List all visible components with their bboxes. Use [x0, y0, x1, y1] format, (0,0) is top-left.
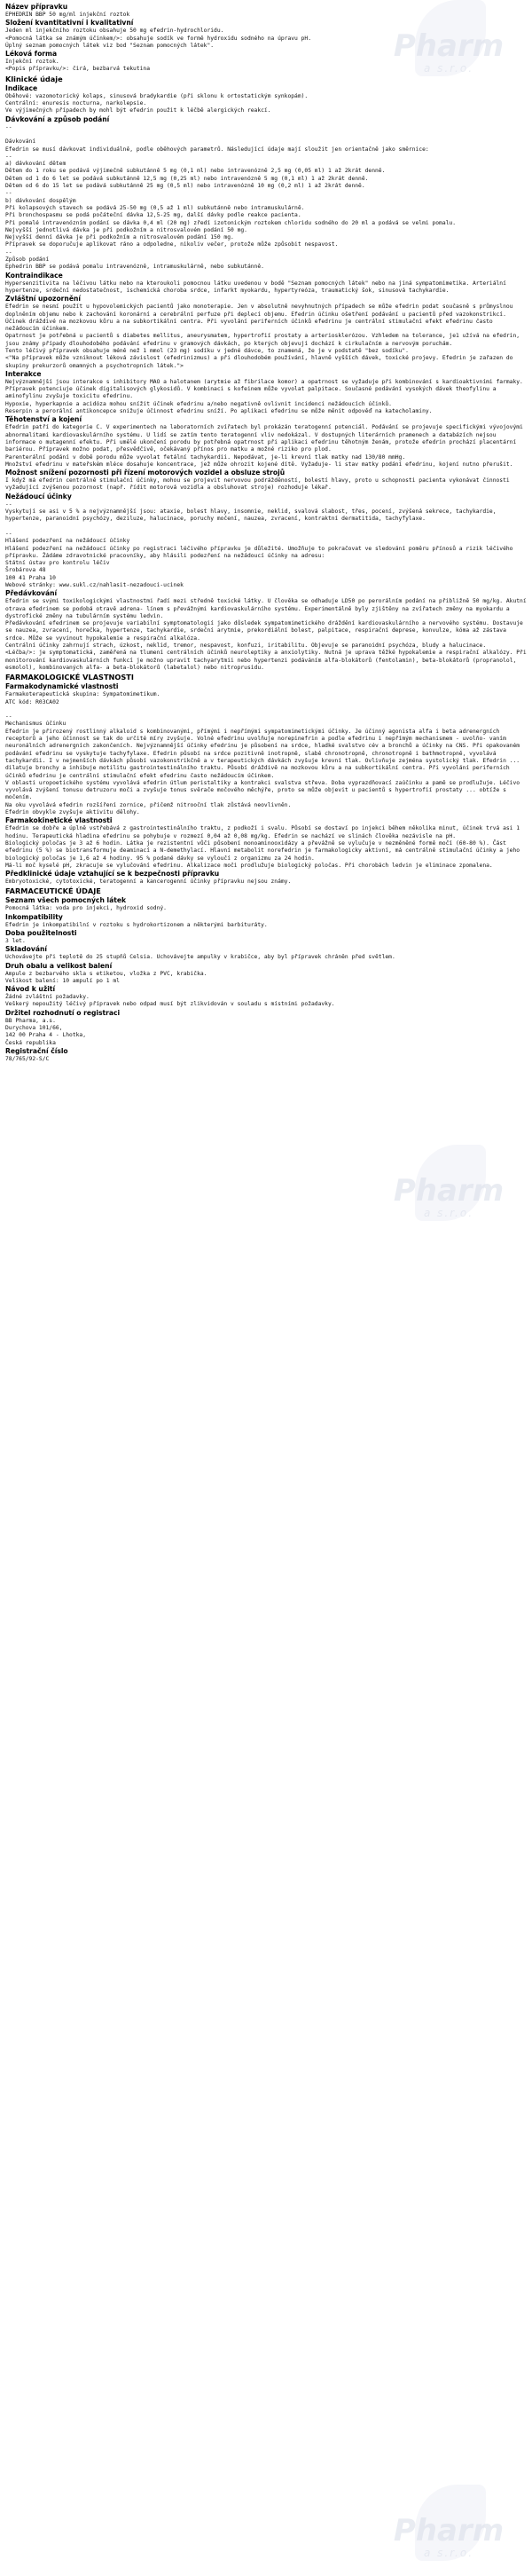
section-text: <"Na přípravek může vzniknout léková závislost (efedrinizmus) a při dlouhodobém používání, hlavně vyšších dávek, toxické projevy. Efedrin je zařazen do skupiny prekurzorů omamných a psychotropních látek."> — [5, 355, 517, 369]
section-heading: Registrační číslo — [5, 1046, 68, 1055]
section-text: Farmakoterapeutická skupina: Sympatomimetikum. — [5, 691, 160, 698]
section-text: Efedrin obvykle zvyšuje aktivitu dělohy. — [5, 809, 140, 816]
section-heading: Farmakokinetické vlastnosti — [5, 816, 113, 825]
section-text: Efedrin je přirozený rostlinný alkaloid s kombinovanými, přímými i nepřímými sympatomimetickými účinky. Je účinný agonista alfa i beta adrenergních receptorů a jeho účinnost se tak do určité míry zvyšuje. Volné efedrinu uvolňuje norepinefrin a podle efedrinu i nepřímým mechanismem - uvolňo- vaním neuronálních adrenergních zakončeních. Nejvýznamnější účinky efedrinu je působení na srdce, hladké svalstvo cév a bronchů a účinky na CNS. Při opakovaném podávání efedrinu se vyskytuje tachyfylaxe. Efedrin působí na srdce pozitivně inotropně, slabě chronotropně, chronotropně i bathmotropně, vyvolává tachykardii. I v nejmenších dávkách působí vazokonstrikčně a v terapeutických dávkách zvyšuje krevní tlak. Ovlivňuje zejména systolický tlak. Efedrin ... dilatuje bronchy a inhibuje motilitu gastrointestinálního traktu. Působí dráždivě na mozkovou kůru a na subkortikální centra. Při vyvolání periferních účinků efedrinu je centrální stimulační efekt efedrinu často nežádoucím účinkem. — [5, 728, 523, 779]
watermark-suffix: a s.r.o. — [423, 2547, 474, 2559]
section-text: Injekční roztok. — [5, 59, 59, 66]
section-text: Na oku vyvolává efedrin rozšíření zornice, přičemž nitrooční tlak zůstává neovlivněn. — [5, 801, 292, 808]
section-text: Nejvyšší jednotlivá dávka je při podkožním a nitrosvalovém podání 50 mg. — [5, 226, 247, 233]
section-text: Reserpin a perorální antikoncepce snižuje účinnost efedrinu sníží. Po aplikaci efedrinu se může měnit odpověď na katecholaminy. — [5, 408, 433, 415]
section-text: Dávkování — [5, 138, 36, 146]
section-text: Při kolapsových stavech se podává 25-50 mg (0,5 až 1 ml) subkutánně nebo intramuskulárně. — [5, 204, 305, 211]
section-text: Úplný seznam pomocných látek viz bod "Seznam pomocných látek". — [5, 42, 215, 49]
section-text: <Pomocná látka se známým účinkem/>: obsahuje sodík ve formě hydroxidu sodného na úpravu pH. — [5, 35, 311, 42]
section-text: Efedrin se dobře a úplně vstřebává z gastrointestinálního traktu, z podkoží i svalu. Působí se dostaví po injekci během několika minut, účinek trvá asi 1 hodinu. Terapeutická hladina efedrinu se pohybuje v rozmezí 0,04 až 0,08 mg/kg. Efedrin se nachází ve slinách člověka nezávisle na pH. — [5, 825, 523, 839]
section — [5, 75, 527, 84]
section-text: Dětem od 6 do 15 let se podává subkutánně 25 mg (0,5 ml) nebo intravenózně 10 mg (0,2 ml) 1 až 2krát denně. — [5, 183, 365, 190]
section — [5, 84, 527, 115]
watermark-leaf-bottom — [415, 2485, 486, 2561]
section-text: -- — [5, 123, 12, 130]
section-text: Ephedrin BBP se podává pomalu intravenózně, intramuskulárně, nebo subkutánně. — [5, 264, 264, 271]
section-text: 78/765/92-S/C — [5, 1055, 50, 1062]
section-text: Pomocná látka: voda pro injekci, hydroxid sodný. — [5, 905, 167, 912]
watermark-suffix: a s.r.o. — [423, 62, 474, 75]
section — [5, 870, 527, 886]
section-heading: Držitel rozhodnutí o registraci — [5, 1008, 121, 1017]
section-heading: Nežádoucí účinky — [5, 492, 72, 500]
section-text: 100 41 Praha 10 — [5, 574, 56, 581]
section-heading: Skladování — [5, 945, 47, 954]
section-heading: Kontraindikace — [5, 271, 63, 280]
section-text: <Léčba/>: je symptomatická, zaměřená na tlumení centrálních účinků neuroleptiky a anxiolytiky. Nutná je upravа těžké hypokalemie a respirační alkalózy. Při monitorování kardiovaskulárních funkcí je možno upravit tachyarytmii nebo hypertenzi podáváním alfa-blokátorů (fentolamin), beta-blokátorů (propranolol, esmolol), kombinovaných alfa- a beta-blokátorů (labetalol) nebo nitroprusidu. — [5, 650, 530, 671]
section-text — [5, 524, 527, 531]
section — [5, 1047, 527, 1063]
section — [5, 913, 527, 929]
section-text — [5, 131, 527, 138]
section-text: Při bronchospasmu se podá počáteční dávka 12,5-25 mg, další dávky podle reakce pacienta. — [5, 212, 301, 219]
section-text: 142 00 Praha 4 - Lhotka, — [5, 1032, 86, 1039]
section-heading: Zvláštní upozornění — [5, 295, 81, 303]
section-text: a) dávkování dětem — [5, 161, 66, 168]
section-heading: Léková forma — [5, 50, 58, 59]
section — [5, 896, 527, 912]
section-text: Šrobárova 48 — [5, 567, 46, 574]
section-heading: Složení kvantitativní i kvalitativní — [5, 19, 134, 28]
section — [5, 589, 530, 672]
section-heading: Druh obalu a velikost balení — [5, 961, 113, 970]
section — [5, 469, 527, 492]
watermark-brand: Pharm — [393, 1173, 505, 1209]
section-text: Jeden ml injekčního roztoku obsahuje 50 mg efedrin-hydrochloridu. — [5, 28, 224, 35]
section-text: -- — [5, 248, 12, 256]
section-heading: Farmakodynamické vlastnosti — [5, 682, 119, 691]
section — [5, 816, 527, 870]
section-text: Webové stránky: www.sukl.cz/nahlasit-nezadouci-ucinek — [5, 582, 184, 588]
section-text: <Popis přípravku/>: čirá, bezbarvá tekutina — [5, 66, 151, 73]
section-heading: Interakce — [5, 369, 42, 378]
section — [5, 272, 527, 295]
section-text: Centrální účinky zahrnují strach, úzkost, neklid, tremor, nespavost, konfuzi, iritabilitu. Objevuje se paranoidní psychóza, bludy a halucinace. — [5, 642, 487, 650]
section-text: Opatrnost je potřebná u pacientů s diabetes mellitus, aneurysmatem, hypertrofií prostaty a arteriosklerózou. Vzhledem na tolerance, je1 užívá na efedrin, jsou známy případy dlouhodobého podávání efedrinu v gramových dávkách, po kterých objevují dochází k cirkulačním a nervovým poruchám. — [5, 333, 523, 347]
section-heading: FARMAKOLOGICKÉ VLASTNOSTI — [5, 673, 134, 682]
section-text: Vyskytují se asi v 5 % a nejvýznamnější jsou: ataxie, bolest hlavy, insomnie, neklid, svalová slabost, třes, pocení, zvýšená sekrece, tachykardie, hypertenze, paranoidní psychózy, deziluze, halucinace, poruchy močení, nauzea, zvracení, kontraktní dermatitida, tachyfylaxe. — [5, 508, 500, 523]
section-text: Množství efedrinu v mateřském mléce dosahuje koncentrace, jež může ohrozit kojené dítě. Vyžaduje- li stav matky podání efedrinu, kojení nutno přerušit. — [5, 461, 513, 468]
watermark-suffix: a s.r.o. — [423, 1207, 474, 1219]
section-text: Centrální: enuresis nocturna, narkolepsie. — [5, 100, 147, 107]
section — [5, 295, 527, 370]
section-text: BB Pharma, a.s. — [5, 1017, 56, 1024]
watermark-brand: Pharm — [393, 28, 505, 64]
section-heading: Předklinické údaje vztahující se k bezpečnosti přípravku — [5, 870, 220, 878]
section-text: Biologický poločas je 3 až 6 hodin. Látka je rezistentní vůči působení monoaminooxidázy a převážně se vylučuje v nezměněné formě močí (60-80 %). Část efedrinu (5 %) se biotransformuje deaminací a N-demethylací. Hlavní metabolit norefedrin je farmakologicky aktivní, má centrálně stimulační účinky a jeho biologický poločas je 1,6 až 4 hodiny. 95 % podané dávky se vyloučí z organizmu za 24 hodin. — [5, 839, 523, 862]
section-text: -- — [5, 500, 12, 508]
section-text: Efedrin patří do kategorie C. V experimentech na laboratorních zvířatech byl prokázán teratogenní potenciál. Podávání se projevuje specifickými vývojovými abnormalitami kardiovaskulárního systému. U lidí se zatím tento teratogenní vliv nedokázal. V dostupných literárních pramenech a databázích nejsou informace o mutagenní efektu. Při umělé ukončení porodu by potřebná opatrnost při aplikaci efedrinu těhotným ženám, protože efedrin prochází placentární bariérou. Přípravek možno podat, přesvědčivě, očekávaný přínos pro matku a možné riziko pro plod. — [5, 424, 527, 453]
section — [5, 929, 527, 945]
section-heading: Předávkování — [5, 589, 58, 598]
section-text: -- — [5, 713, 12, 721]
section-text: Ampule z bezbarvého skla s etiketou, vložka z PVC, krabička. — [5, 970, 207, 977]
section-text: Žádné zvláštní požadavky. — [5, 994, 90, 1001]
section-text: Oběhové: vazomotorický kolaps, sinusová bradykardie (při sklonu k ortostatickým synkopám). — [5, 92, 309, 99]
section-text: Ve výjimečných případech by mohl být efedrin použit k léčbě alergických reakcí. — [5, 107, 271, 114]
section — [5, 19, 527, 50]
section-text: Parenterální podání v době porodu může vyvolat fetální tachykardii. Nepodávat, je-li krevní tlak matky nad 130/80 mmHg. — [5, 453, 406, 461]
section-text: Efedrin je inkompatibilní v roztoku s hydrokortizonem a některými barbituráty. — [5, 921, 268, 928]
section-text: Dětem do 1 roku se podává výjimečně subkutánně 5 mg (0,1 ml) nebo intravenózně 2,5 mg (0,05 ml) 1 až 2krát denně. — [5, 168, 386, 175]
section — [5, 673, 527, 682]
section-text: Mechanismus účinku — [5, 721, 66, 728]
section-text: b) dávkování dospělým — [5, 197, 76, 204]
section-heading: Návod k užití — [5, 985, 56, 994]
section-heading: Doba použitelnosti — [5, 928, 77, 937]
section-text: Nejvyšší denní dávka je při podkožním a nitrosvalovém podání 150 mg. — [5, 234, 234, 241]
section-heading: Indikace — [5, 83, 38, 92]
section — [5, 886, 527, 896]
section — [5, 370, 527, 415]
section-text: Efedrin se musí dávkovat individuálně, podle oběhových parametrů. Následující údaje mají sloužit jen orientačně jako směrnice: — [5, 146, 429, 153]
section-text: Při pomalé intravenózním podání se dávka 0,4 ml (20 mg) zředí izotonickým roztokem chloridu sodného do 20 ml a podává se velmi pomalu. — [5, 219, 457, 226]
section-text: V oblasti uropoetického systému vyvolává efedrin útlum peristaltiky a kontrakci svalstva střeva. Doba vyprazdňovací zaúčinku a pamě se prodlužuje. Léčivo vyvolává zvýšení tonusu detruzoru moči a zvyšuje tonus svěrače močového měchýře, proto se může objevit u pacientů s hypertrofií prostaty ... obtíže s močením. — [5, 779, 523, 801]
section-text: Efedrin se nesmí použít u hypovolemických pacientů jako monoterapie. Jen v absolutně nevyhnutných případech se může efedrin podat současně s průmyslnou doplněním objemu nebo k zachování koronární a cerebrální perfuze při deplecí objemu. Efedrin účinku ošetření podávání u pacientů před vazokonstrikcí. Účinek dráždivé na mozkovou kůru a na subkortikální centra. Při vyvolání periferních účinků efedrinu je centrální stimulační efekt efedrinu často nežádoucím účinkem. — [5, 303, 517, 333]
section — [5, 962, 527, 986]
section-text — [5, 706, 527, 713]
section-heading: Dávkování a způsob podání — [5, 114, 110, 123]
section-text: -- — [5, 153, 12, 160]
section — [5, 50, 527, 74]
section-text: Uchovávejte při teplotě do 25 stupňů Celsia. Uchovávejte ampulky v krabičce, aby byl přípravek chráněn před světlem. — [5, 954, 395, 961]
section — [5, 3, 527, 19]
section-text: Durychova 101/66, — [5, 1025, 63, 1032]
section-heading: Těhotenství a kojení — [5, 415, 82, 424]
section-text: Veškerý nepoužitý léčivý přípravek nebo odpad musí být zlikvidován v souladu s místními požadavky. — [5, 1001, 335, 1008]
section-heading: Možnost snížení pozornosti při řízení motorových vozidel a obsluze strojů — [5, 469, 286, 477]
spc-document — [5, 3, 530, 1063]
section-text: -- — [5, 190, 12, 197]
section-text: Nejvýznamnější jsou interakce s inhibitory MAO a halotanem (arytmie až fibrilace komor) a opatrnost se vyžaduje při kombinování s kardioaktivními farmaky. Přípravek potenciuje účinek digitalisových glykosidů. V kombinaci s kofeinem může vyvolat palpitace. Současné podávání vysokých dávek theofylinu a aminofylinu zvyšuje toxicitu efedrinu. — [5, 378, 527, 400]
section-text: I když má efedrin centrálně stimulační účinky, mohou se projevit nervovou podrážděností, bolestí hlavy, proto u schopnosti pacienta vykonávat činnosti vyžadující zvýšenou pozornost (např. řídit motorová vozidla a obsluhovat stroje) rozhoduje lékař. — [5, 477, 513, 492]
section — [5, 682, 527, 816]
section-text: -- — [5, 530, 12, 537]
section — [5, 115, 527, 272]
section-heading: Název přípravku — [5, 3, 68, 11]
section-text: Tento léčivý přípravek obsahuje méně než 1 mmol (23 mg) sodíku v jedné dávce, to znamená, že je v podstatě "bez sodíku". — [5, 347, 409, 354]
section — [5, 415, 527, 469]
watermark-leaf-middle — [415, 1145, 486, 1221]
section-text: Státní ústav pro kontrolu léčiv — [5, 560, 110, 567]
section — [5, 492, 527, 590]
section-text: Hypoxie, hyperkapnie a acidóza mohou snížit účinek efedrinu a/nebo negativně ovlivnit incidenci nežádoucích účinků. — [5, 400, 392, 407]
section-text: Přípravek se doporučuje aplikovat ráno a odpoledne, nikoliv večer, protože může způsobit nespavost. — [5, 241, 339, 248]
section — [5, 1009, 527, 1047]
section — [5, 945, 527, 961]
section-heading: Seznam všech pomocných látek — [5, 896, 127, 905]
watermark-brand: Pharm — [393, 2513, 505, 2548]
section-text: Efedrin se svými toxikologickými vlastnostmi řadí mezi středně toxické látky. U člověka se odhaduje LD50 po perorálním podání na přibližně 50 mg/kg. Akutní otrava efedrinem se podobá otravě adrena- línem s převážnými kardiovaskulárního systému. Experimentálně byly zjištěny na zvířatech změny na myokardu a dystrofické změny na tubulárním systému ledvin. — [5, 598, 530, 619]
section-text: Má-li moč kyselé pH, zkracuje se vylučování efedrinu. Alkalizace moči prodlužuje biologický poločas. Při chorobách ledvin je eliminace zpomalena. — [5, 862, 493, 869]
section-text: ATC kód: R03CA02 — [5, 698, 59, 705]
section-text: Embryotoxické, cytotoxické, teratogenní a kancerogenní účinky přípravku nejsou známy. — [5, 878, 292, 886]
section-text: Hypersenzitivita na léčivou látku nebo na kteroukoli pomocnou látku uvedenou v bodě "Seznam pomocných látek" nebo na jiná sympatomimetika. Arteriální hypertenze, srdeční nedostatečnost, ischemická choroba srdce, infarkt myokardu, hypertyreóza, traumatický šok, sinusová tachykardie. — [5, 280, 510, 294]
section-text: EPHEDRIN BBP 50 mg/ml injekční roztok — [5, 12, 130, 18]
section — [5, 985, 527, 1009]
section-text: Předávkování efedrinem se projevuje variabilní symptomatologií jako důsledek sympatomimetického dráždění kardiovaskulárního a nervového systému. Dostavuje se nauzea, zvracení, horečka, hypertenze, tachykardie, srdeční arytmie, prekordiální bolest, palpitace, respirační deprese, konvulze, kóma až zástava srdce. Může se vyvinout hypokalemie a respirační alkalóza. — [5, 620, 527, 642]
section-text: Česká republika — [5, 1039, 56, 1046]
section-heading: Inkompatibility — [5, 912, 63, 921]
section-heading: Klinické údaje — [5, 74, 63, 83]
section-heading: FARMACEUTICKÉ ÚDAJE — [5, 886, 101, 896]
section-text: Způsob podání — [5, 256, 50, 264]
section-text: 3 let. — [5, 937, 26, 944]
section-text: Hlášení podezření na nežádoucí účinky — [5, 538, 130, 545]
section-text: Hlášení podezření na nežádoucí účinky po registraci léčivého přípravku je důležité. Umožňuje to pokračovat ve sledování poměru přínosů a rizik léčivého přípravku. Žádáme zdravotnické pracovníky, aby hlásili podezření na nežádoucí účinky na adresu: — [5, 545, 517, 559]
section-text: Velikost balení: 10 ampulí po 1 ml — [5, 977, 120, 984]
section-text: Dětem od 1 do 6 let se podává subkutánně 12,5 mg (0,25 ml) nebo intravenózně 5 mg (0,1 ml) 1 až 2krát denně. — [5, 175, 369, 182]
